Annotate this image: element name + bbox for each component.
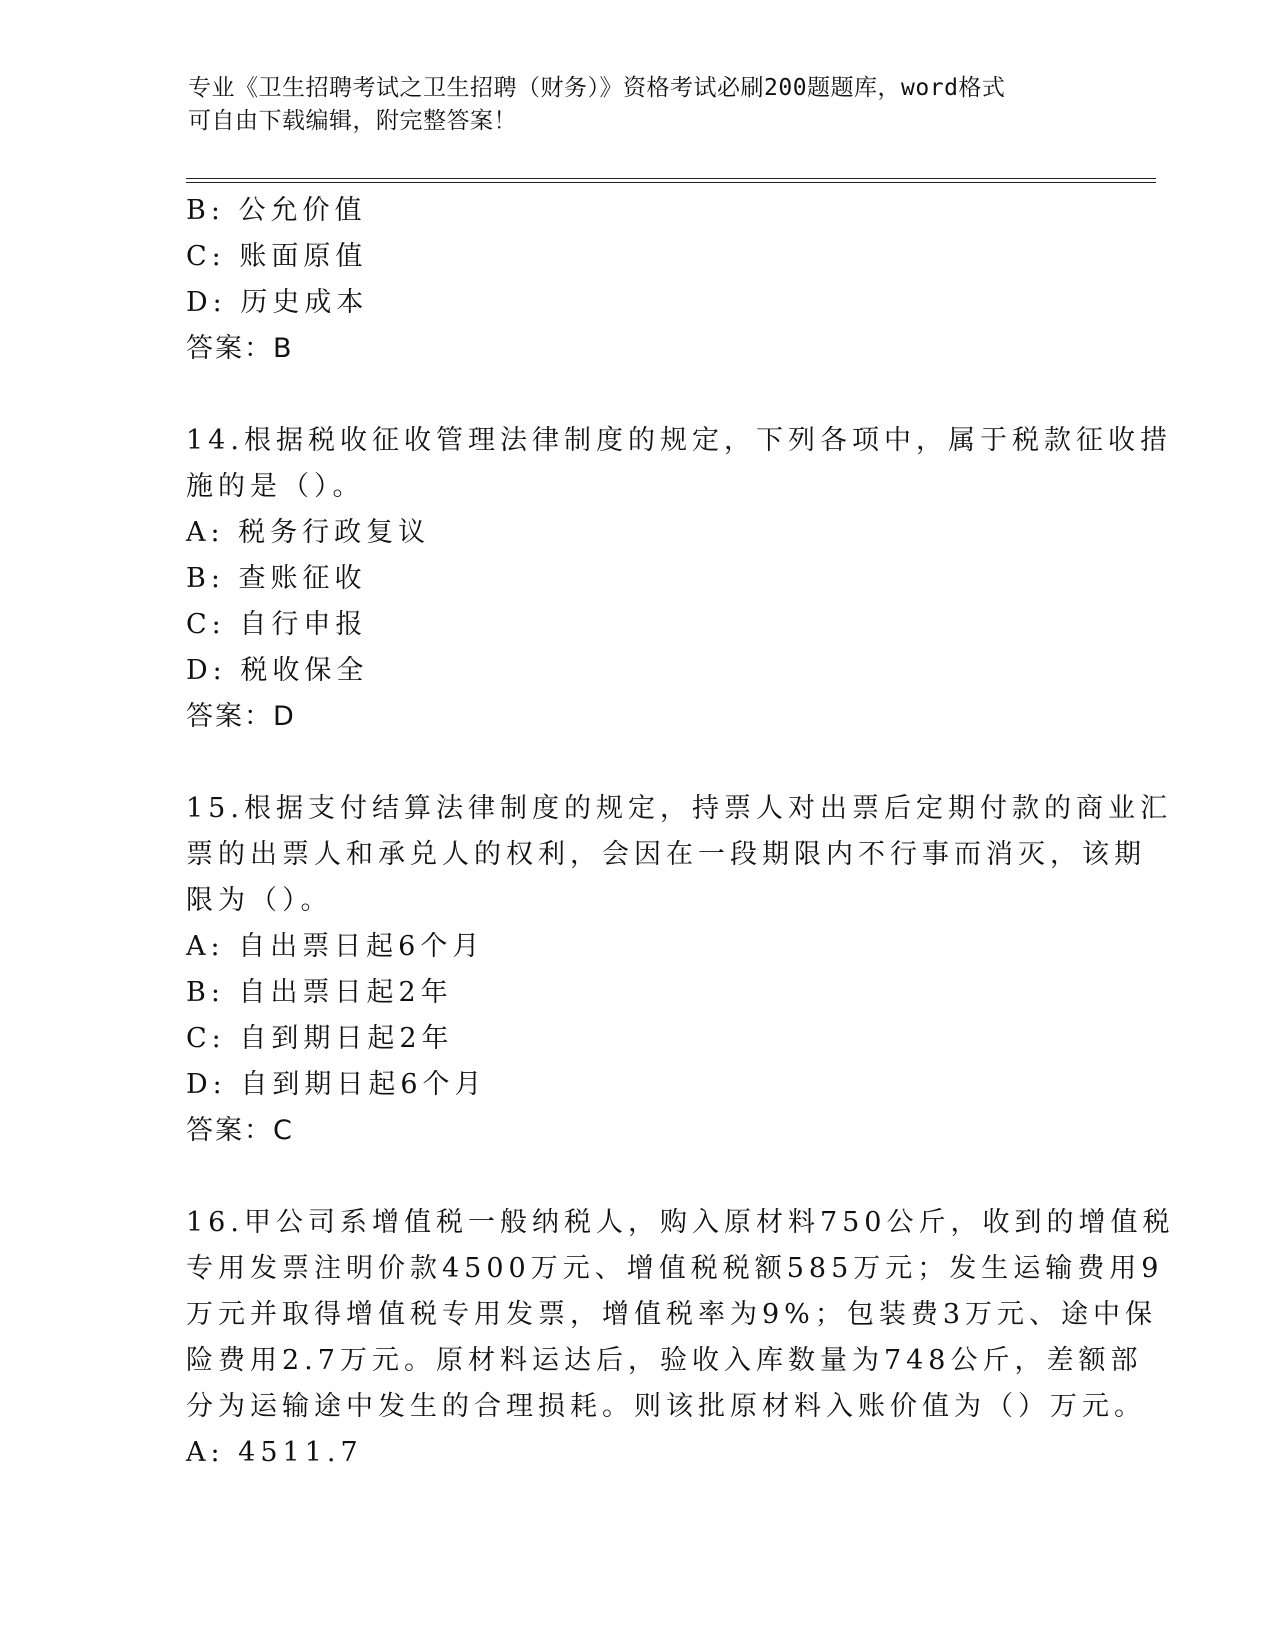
header-double-rule (186, 178, 1156, 183)
spacer (186, 1154, 1086, 1200)
q14-stem-line-1: 14.根据税收征收管理法律制度的规定，下列各项中，属于税款征收措 (186, 425, 1172, 456)
spacer (186, 372, 1086, 418)
q13-option-d: D: 历史成本 (186, 287, 369, 318)
question-14 (186, 418, 1172, 740)
q16-option-a: A: 4511.7 (186, 1437, 363, 1468)
q15-option-c: C: 自到期日起2年 (186, 1023, 454, 1054)
question-15 (186, 786, 1172, 1154)
q15-option-b: B: 自出票日起2年 (186, 977, 453, 1008)
q15-option-d: D: 自到期日起6个月 (186, 1069, 487, 1100)
q16-stem-line-3: 万元并取得增值税专用发票，增值税率为9%；包装费3万元、途中保 (186, 1299, 1158, 1330)
q14-option-a: A: 税务行政复议 (186, 517, 431, 548)
q14-option-d: D: 税收保全 (186, 655, 369, 686)
question-list (186, 188, 1175, 1476)
q16-stem-line-1: 16.甲公司系增值税一般纳税人，购入原材料750公斤，收到的增值税 (186, 1207, 1175, 1238)
q14-option-c: C: 自行申报 (186, 609, 368, 640)
q13-option-b: B: 公允价值 (186, 195, 367, 226)
q16-stem-line-2: 专用发票注明价款4500万元、增值税税额585万元；发生运输费用9 (186, 1253, 1164, 1284)
question-13-tail (186, 188, 1086, 372)
q15-stem-line-2: 票的出票人和承兑人的权利，会因在一段期限内不行事而消灭，该期 (186, 839, 1146, 870)
q16-stem-line-4: 险费用2.7万元。原材料运达后，验收入库数量为748公斤，差额部 (186, 1345, 1143, 1376)
q15-stem-line-1: 15.根据支付结算法律制度的规定，持票人对出票后定期付款的商业汇 (186, 793, 1172, 824)
q16-stem-line-5: 分为运输途中发生的合理损耗。则该批原材料入账价值为（）万元。 (186, 1391, 1146, 1422)
header-line-1: 专业《卫生招聘考试之卫生招聘（财务）》资格考试必刷200题题库，word格式 (188, 75, 1006, 101)
spacer (186, 740, 1086, 786)
document-header (188, 72, 1088, 138)
header-line-2: 可自由下载编辑，附完整答案！ (188, 108, 517, 134)
q13-answer: 答案：B (186, 333, 294, 364)
q15-option-a: A: 自出票日起6个月 (186, 931, 485, 962)
q14-answer: 答案：D (186, 701, 296, 732)
q14-option-b: B: 查账征收 (186, 563, 367, 594)
q14-stem-line-2: 施的是（）。 (186, 471, 365, 502)
question-16 (186, 1200, 1175, 1476)
q13-option-c: C: 账面原值 (186, 241, 368, 272)
q15-answer: 答案：C (186, 1115, 294, 1146)
q15-stem-line-3: 限为（）。 (186, 885, 333, 916)
